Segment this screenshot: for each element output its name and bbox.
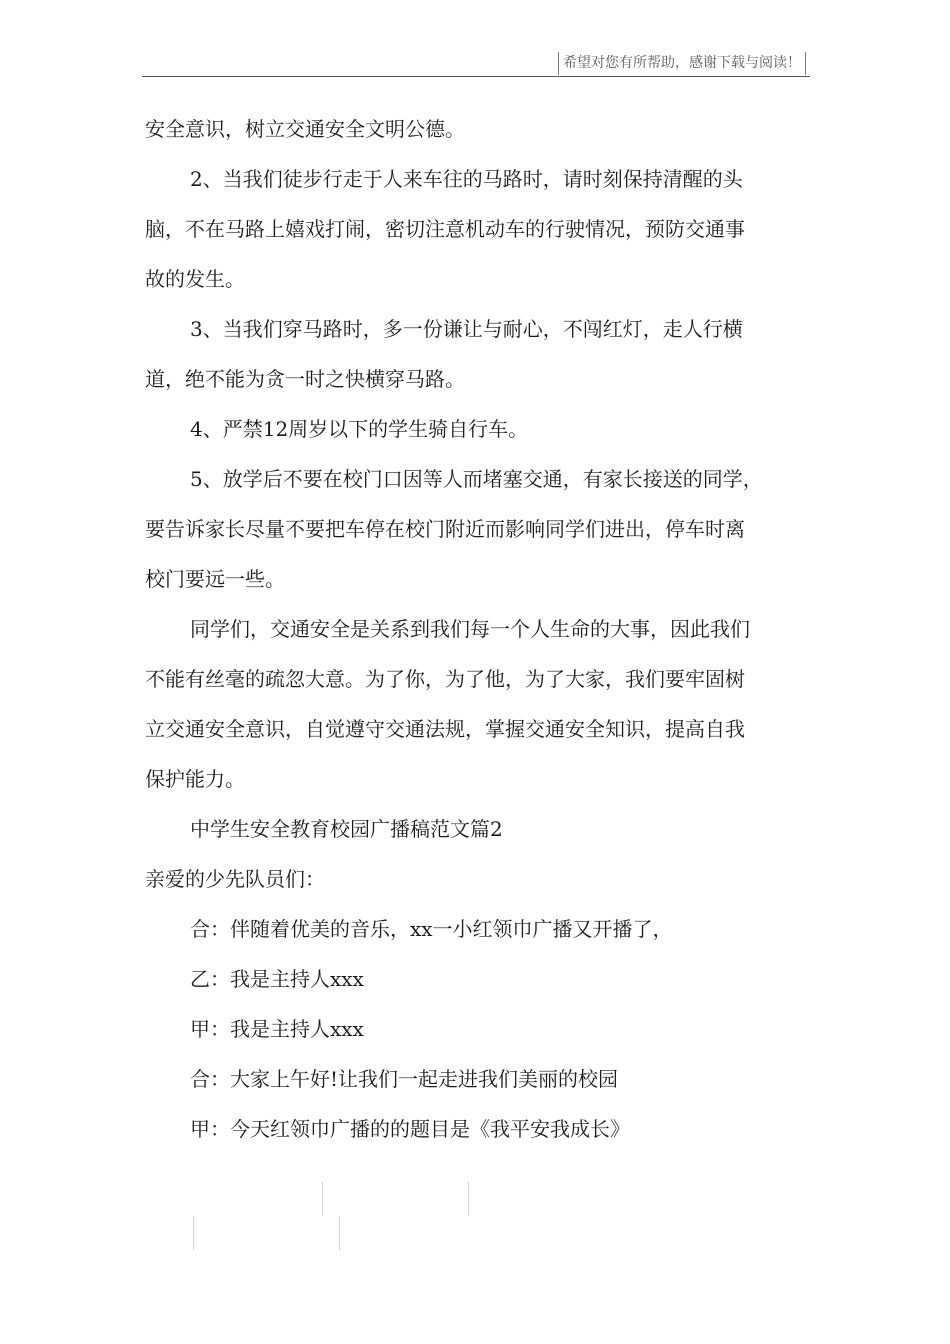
paragraph [145, 404, 815, 454]
dialogue-line [145, 1054, 815, 1104]
dialogue-line [145, 904, 815, 954]
text-line: 不能有丝毫的疏忽大意。为了你，为了他，为了大家，我们要牢固树 [145, 667, 745, 691]
text-line: 脑，不在马路上嬉戏打闹，密切注意机动车的行驶情况，预防交通事 [145, 217, 745, 241]
paragraph [145, 604, 815, 804]
document-body [145, 104, 815, 1154]
paragraph [145, 454, 815, 604]
text-line: 合：伴随着优美的音乐，xx一小红领巾广播又开播了， [190, 917, 673, 941]
divider-line [322, 1182, 323, 1216]
text-line: 甲：今天红领巾广播的的题目是《我平安我成长》 [190, 1117, 630, 1141]
section-heading [145, 804, 815, 854]
header-note: 希望对您有所帮助，感谢下载与阅读！ [558, 52, 806, 75]
text-line: 4、严禁12周岁以下的学生骑自行车。 [190, 417, 529, 441]
text-line: 校门要远一些。 [145, 567, 285, 591]
text-line: 保护能力。 [145, 767, 245, 791]
text-line: 5、放学后不要在校门口因等人而堵塞交通，有家长接送的同学， [190, 467, 763, 491]
divider-line [193, 1216, 194, 1250]
salutation [145, 854, 815, 904]
text-line: 立交通安全意识，自觉遵守交通法规，掌握交通安全知识，提高自我 [145, 717, 745, 741]
text-line: 要告诉家长尽量不要把车停在校门附近而影响同学们进出，停车时离 [145, 517, 745, 541]
text-line: 2、当我们徒步行走于人来车往的马路时，请时刻保持清醒的头 [190, 167, 743, 191]
text-line: 合：大家上午好!让我们一起走进我们美丽的校园 [190, 1067, 619, 1091]
paragraph [145, 154, 815, 304]
paragraph [145, 304, 815, 404]
dialogue-line [145, 1104, 815, 1154]
divider-line [468, 1182, 469, 1216]
text-line: 故的发生。 [145, 267, 245, 291]
text-line: 3、当我们穿马路时，多一份谦让与耐心，不闯红灯，走人行横 [190, 317, 743, 341]
text-line: 道，绝不能为贪一时之快横穿马路。 [145, 367, 465, 391]
dialogue-line [145, 1004, 815, 1054]
text-line: 乙：我是主持人xxx [190, 967, 364, 991]
paragraph [145, 104, 815, 154]
text-line: 同学们，交通安全是关系到我们每一个人生命的大事，因此我们 [190, 617, 750, 641]
header-rule [142, 76, 810, 77]
dialogue-line [145, 954, 815, 1004]
divider-line [339, 1216, 340, 1250]
text-line: 中学生安全教育校园广播稿范文篇2 [190, 817, 503, 841]
text-line: 甲：我是主持人xxx [190, 1017, 364, 1041]
text-line: 安全意识，树立交通安全文明公德。 [145, 117, 465, 141]
text-line: 亲爱的少先队员们： [145, 867, 325, 891]
